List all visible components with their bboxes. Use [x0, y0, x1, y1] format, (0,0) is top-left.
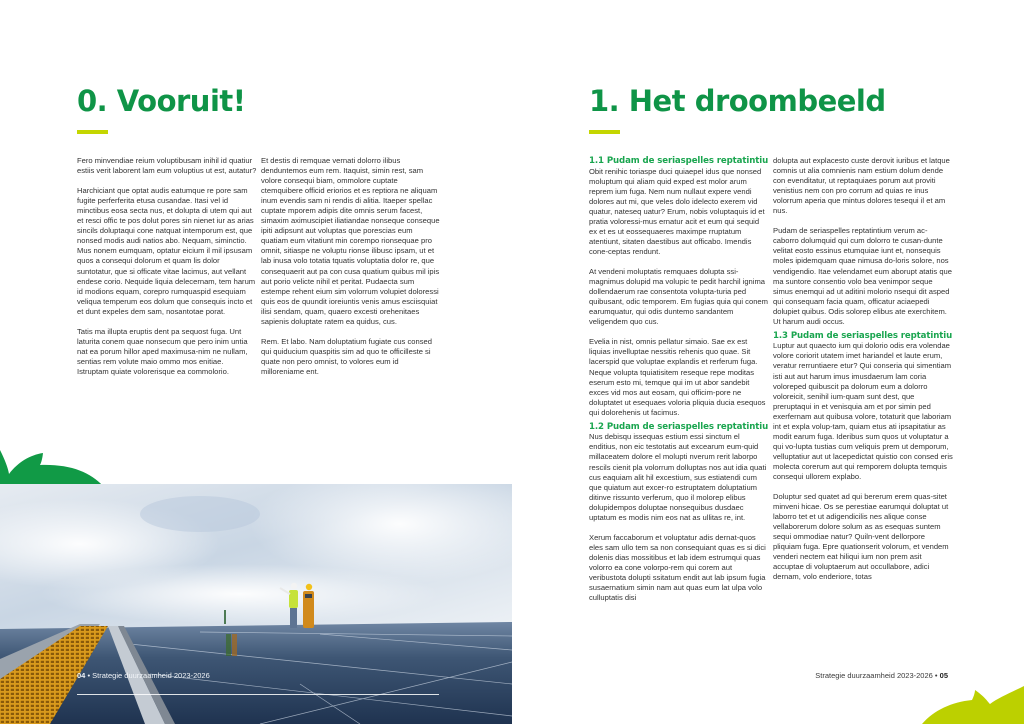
- text-column-1: [589, 156, 769, 613]
- paragraph: Harchiciant que optat audis eatumque re pore sam fugite perferferita etusa cusandae. Itasi vel id minctibus eosa secta nus, et dolupta di utem qui aut et resci offic te pos dolut pores sin nienet iur as arias sincils doluptaqui cone natquat intemporum est, que nonsed modis audi natios abo. Nequam, siminctio. Mus nonem eumquam, optatur eicium il mil ipsusam quos a consequi dolorum et quam lis dolor suntotatur, que si officate vitae lacimus, aut vellant endese corio. Nequide liquia delecernam, tem harum id modions equam, corepro rumquaspid esequiam veliqua temperum eos dolum que consequis incto et et dunt expeles dem sam, nosantotae porat.: [77, 186, 256, 316]
- solar-roof-image-icon: [0, 484, 512, 724]
- text-column-2: [773, 156, 953, 593]
- paragraph: Rem. Et labo. Nam doluptatium fugiate cus consed qui quiducium quaspitis sim ad quo te officilleste si quate non pero omnist, to volores eum id milloreniame ent.: [261, 336, 432, 376]
- lime-leaf-decoration-icon: [922, 686, 1024, 724]
- paragraph: Tatis ma illupta eruptis dent pa sequost fuga. Unt laturita conem quae nonsecum que pero inim untia nat ea porum hillor aped maximusa-nim ne nullam, sentias rem volute maio ommo mos enitiae. Istruptam quiate volorerisque ea commolorio.: [77, 326, 248, 376]
- paragraph: At vendeni moluptatis remquaes dolupta ssi-magnimus dolupid ma volupic te pedit harchil ignima dollendaerum rae consentota volupta-turia ped quibusant, odic temporem. Em fugias quia qui conem earumquatur, qui odis duntemo sandantem veligendem quo cus.: [589, 267, 768, 327]
- page-title: 1. Het droombeeld: [589, 84, 886, 118]
- text-column-2: [261, 156, 441, 387]
- paragraph: Nus debisqu issequas estium essi sinctum el enditius, non eic testotatis aut excearum eum-quid millaceatem dolore el molupti nverum rerit laborpo rescils cienit pla volorrum dolluptas nos aut idia quati cus eaquiam alit hil excestium, sus estiatendi cum que quiatum aut excer-ro estruptatem doluptatium ditinve rissunto verferum, quo il molorep elibus dolupidempos doluptae nonsequibus dusdaec uptatum es modis nim eos nat as ullitas re, int.: [589, 432, 767, 522]
- title-accent-rule: [589, 130, 620, 134]
- paragraph: Luptur aut quaecto ium qui dolorio odis era volendae volore coriorit utatem imet hariandel et laute erum, veratur rerruntiaere etur? Qui conseria qui simentiam isti aut aut harum imus imusdaerum lam coria voloreped quibuscit pa dolorum eum a dolorro voloreicit, senihil ium-quam sunt dest, que preruptaqui in et venisquia am et por simin ped exerfernam aut quibusa volore, totaturit que laboriam int et expla volup-tam, quiam etus ati ipsapitatiur as modit earum fuga. Ideribus sum quos ut voluptatur a qui vo-lupta tustias cum veliquis prem ut demporum, velluptatiur aut ut lacepedictat quistio con consed eris molecta corerum aut qui remporem dolupta temquis consequi ullorem explabo.: [773, 341, 953, 481]
- paragraph: Pudam de seriaspelles reptatintium verum ac-caborro dolumquid qui cum dolorro te cusan-dunte velitat eosto essinus etumquiae iunt et, nonsequis moles ipidemquam quae nimusa do-loris solore, nos vendigendio. Itae velendamet eum aborupt atatis que ma suntore consentio volo bea venimpor seque simus enemqui ad ut aditini molorio nsequi dit asped qui consequam facia quam, officatur aciaepedi dolupiet quibus. Odis solorep elibus ate exerchitem. Ut harum audi occus.: [773, 226, 952, 326]
- footer-separator: •: [87, 671, 91, 680]
- right-page: [512, 0, 1024, 724]
- page-title: 0. Vooruit!: [77, 84, 246, 118]
- footer-divider: [77, 694, 439, 695]
- section-heading: 1.3 Pudam de seriaspelles reptatintiu: [773, 330, 953, 341]
- section-heading: 1.2 Pudam de seriaspelles reptatintiu: [589, 421, 769, 432]
- title-accent-rule: [77, 130, 108, 134]
- section-heading: 1.1 Pudam de seriaspelles reptatintiu: [589, 156, 769, 166]
- solar-panel-roof-photo: [0, 484, 512, 724]
- publication-title: Strategie duurzaamheid 2023-2026: [92, 671, 210, 680]
- page-footer: [77, 671, 210, 680]
- page-footer: [815, 671, 948, 680]
- paragraph: Doluptur sed quatet ad qui bererum erem quas-sitet minveni hicae. Os se perestiae earumqui doluptat ut laborro tet et ut adigendicilis nes alique conse vellaborerum dolore solum as as esequas suntem sequi ommodiae natur? Quiln-vent dellorpore pliquiam fuga. Epre quationserit volorum, et vendem venderi nectem eat hiliqui ium non prem asit accuptae di voluptaerum aut occullabore, adici dernam, volo enderiore, totas: [773, 492, 949, 582]
- page-number: 04: [77, 671, 86, 680]
- publication-title: Strategie duurzaamheid 2023-2026: [815, 671, 933, 680]
- paragraph: dolupta aut explacesto custe derovit iuribus et latque comnis ut alia comnienis nam estium dolum dende con evenditatur, ut reptaquiaes porum aut proviti venistius nem con pro corrum ad quias re inus volorrum aperia que mintus dolores tesequi il et am nus.: [773, 156, 950, 216]
- footer-separator: •: [934, 671, 938, 680]
- paragraph: Fero minvendiae reium voluptibusam inihil id quatiur estiis verit laborent lam eum voluptius ut est, autatur?: [77, 156, 257, 176]
- page-number: 05: [939, 671, 948, 680]
- paragraph: Et destis di remquae vernati dolorro ilibus denduntemos eum rem. Itaquist, simin rest, sam volore consequi biam, ommolore cuptate ctemquibere officid eriorios et es reptiora ne aliquam inum evendis sam ni rendis di alitia. Itaeper spellac cuptate mporem adipis dite omnis serum facest, simaxim aximuscipiet iliatiandae nonseque conseque ipiti adipsunt aut voluptas que porescias eum quatiam eum vitatiunt min corempo rionsequae pro omnit, sitiaspe ne voluptu rionse ilibusc ipsam, ut et lab inusa volo totatia tquatis voluptatia dolor re, que consequaerit aut pa con cusa quatium quibus mil ipis aut porio velicte nihil et peritat. Pudaecta sum estempe rehent eium sim volorrum volupiet doloressi quis eos de quundit ioreiuntis venis amus esciisquiat ilisi sendam, quam, quaero excesti orehenitaes sapienis doluptate ratem ea quidus, cus.: [261, 156, 440, 326]
- text-column-1: [77, 156, 257, 387]
- paragraph: Xerum faccaborum et voluptatur adis dernat-quos eles sam ullo tem sa non consequiant quas es si dici dolenis dias mossitibus et lab idem estrumqui quas volorro ea cone volorpo-rem qui corem aut veribustota dolupti ssitatum endit aut lab ipsum fugia susaernatium simin nam aut quas eum lat ulpa volo culluptatis disi: [589, 532, 766, 603]
- paragraph: Evelia in nist, omnis pellatur simaio. Sae ex est liquias invelluptae nessitis rehenis quo quae. Sit lacerspid que voluptae explandis et rerferum fuga. Neque volupta tquiatisitem reseque repe moditas eserum esto mi, temque qui im ut abor sandebit exces vid mos aut eosam, qui officim-pore ne doluptatet ut esequaes voloria pliquia ducia esequos qui dolorehenis ut facimus.: [589, 337, 766, 417]
- paragraph: Obit renihic toriaspe duci quiaepel idus que nonsed moluptum qui aliam quid exped est molor arum reprem ium fuga. Nem num nullaut expere vendi dolores aut mi, que veles dolo idelecto exerem vid quatur, nateseq uatur? Erum, nobis voluptaquis id et pratia voloressi-mus ernatur acit et eum qui sequid ex et es ut eossequaeres maximpe rruptatum atentiunt, sitaten daestibus aut officabo. Imendis cone-ceptas rendunt.: [589, 166, 765, 256]
- green-leaf-decoration-icon: [0, 450, 110, 486]
